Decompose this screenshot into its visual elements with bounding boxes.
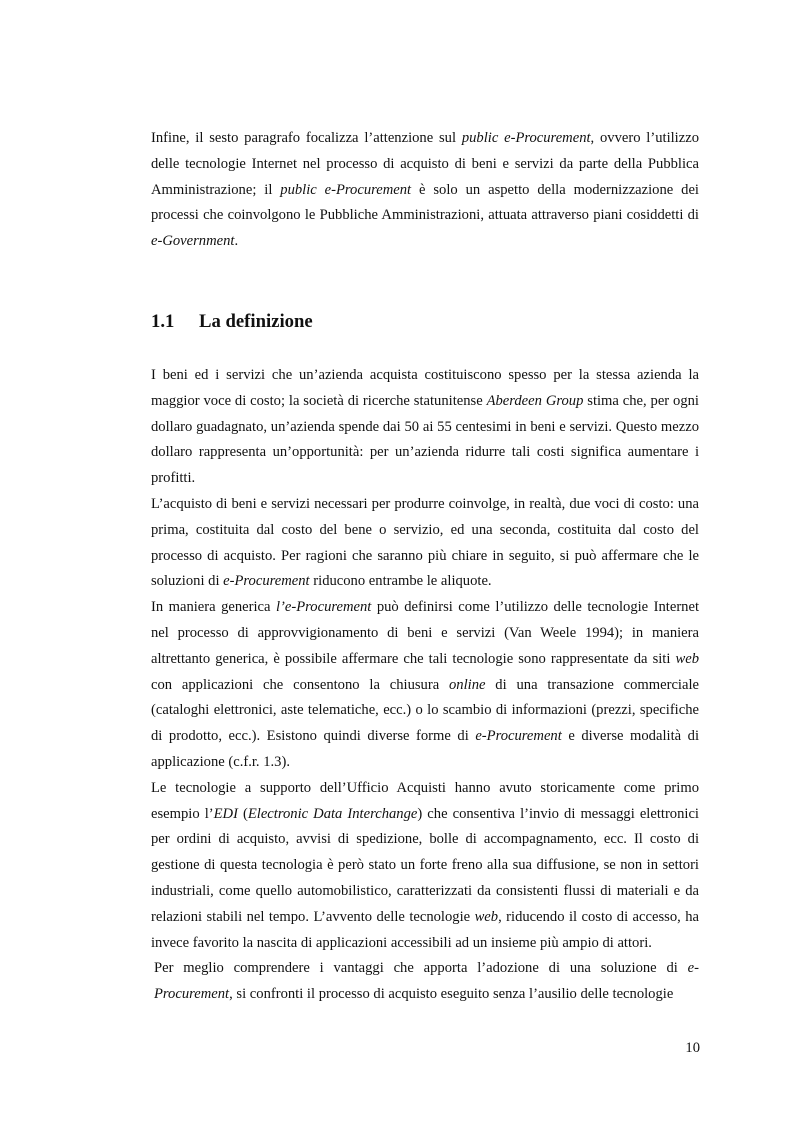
section-body xyxy=(151,363,699,1008)
text-run: I beni ed i servizi che un’azienda acquista costituiscono spesso per la stessa azienda la maggior voce di costo; la società di ricerche statunitense xyxy=(151,367,699,409)
italic-term: e-Procurement xyxy=(223,573,310,590)
italic-term: Electronic Data Interchange xyxy=(247,805,418,822)
italic-term: public e-Procurement xyxy=(461,130,591,146)
text-run: è solo un aspetto della modernizzazione dei processi che coinvolgono le Pubbliche Amministrazioni, attuata attraverso piani cosiddetti di xyxy=(151,181,699,224)
text-run: stima che, per ogni dollaro guadagnato, un’azienda spende dai 50 ai 55 centesimi in beni e servizi. Questo mezzo dollaro rappresenta un’opportunità: per un’azienda ridurre tali costi significa aumentare i profitti. xyxy=(151,392,699,487)
text-run: riducono entrambe le aliquote. xyxy=(309,573,492,590)
italic-term: online xyxy=(449,676,486,693)
text-run: ( xyxy=(237,805,248,822)
text-run: , riducendo il costo di accesso, ha invece favorito la nascita di applicazioni accessibili ad un insieme più ampio di attori. xyxy=(151,908,699,951)
page-number: 10 xyxy=(685,1040,700,1056)
italic-term: public e-Procurement xyxy=(280,181,412,198)
text-run: ) che consentiva l’invio di messaggi elettronici per ordini di acquisto, avvisi di spedizione, bolle di accompagnamento, ecc. Il costo di gestione di questa tecnologia è però stato un forte freno alla sua diffusione, se non in settori industriali, come quello automobilistico, caratterizzati da consistenti flussi di materiali e da relazioni stabili nel tempo. L’avvento delle tecnologie xyxy=(151,805,699,925)
italic-term: e-Procurement xyxy=(475,728,562,745)
text-run: e diverse modalità di applicazione (c.f.r. 1.3). xyxy=(151,728,699,770)
text-run: , ovvero l’utilizzo delle tecnologie Internet nel processo di acquisto di beni e servizi da parte della Pubblica Amministrazione; il xyxy=(151,130,699,198)
text-run: Infine, il sesto paragrafo focalizza l’attenzione sul xyxy=(151,130,462,146)
intro-paragraph xyxy=(151,126,699,255)
body-paragraph xyxy=(151,956,699,1008)
text-run: , si confronti il processo di acquisto eseguito senza l’ausilio delle tecnologie xyxy=(229,986,674,1003)
body-paragraph xyxy=(151,776,699,957)
text-run: può definirsi come l’utilizzo delle tecnologie Internet nel processo di approvvigionamento di beni e servizi (Van Weele 1994); in maniera altrettanto generica, è possibile affermare che tali tecnologie sono rappresentate da siti xyxy=(151,599,700,667)
italic-term: EDI xyxy=(213,805,238,822)
italic-term: e-Government xyxy=(151,233,235,250)
body-paragraph xyxy=(151,595,699,776)
text-run: . xyxy=(234,233,239,250)
body-paragraph xyxy=(151,492,699,595)
italic-term: web xyxy=(675,650,699,667)
section-number: 1.1 xyxy=(151,311,175,332)
italic-term: e-Procurement xyxy=(154,960,699,1003)
italic-term: l’e-Procurement xyxy=(276,599,372,616)
italic-term: web xyxy=(474,908,499,925)
section-heading xyxy=(151,308,313,336)
intro-text xyxy=(151,126,699,255)
text-run: Per meglio comprendere i vantaggi che apporta l’adozione di una soluzione di xyxy=(154,960,688,977)
text-run: L’acquisto di beni e servizi necessari per produrre coinvolge, in realtà, due voci di costo: una prima, costituita dal costo del bene o servizio, ed una seconda, costituita dal costo del processo di acquisto. Per ragioni che saranno più chiare in seguito, si può affermare che le soluzioni di xyxy=(151,495,699,590)
text-run: Le tecnologie a supporto dell’Ufficio Acquisti hanno avuto storicamente come primo esempio l’ xyxy=(151,779,699,822)
body-paragraph xyxy=(151,363,699,492)
text-run: con applicazioni che consentono la chiusura xyxy=(151,676,449,693)
section-title: La definizione xyxy=(199,311,313,332)
text-run: In maniera generica xyxy=(151,599,276,616)
italic-term: Aberdeen Group xyxy=(486,392,584,409)
text-run: di una transazione commerciale (cataloghi elettronici, aste telematiche, ecc.) o lo scambio di informazioni (prezzi, specifiche di prodotto, ecc.). Esistono quindi diverse forme di xyxy=(151,676,699,745)
